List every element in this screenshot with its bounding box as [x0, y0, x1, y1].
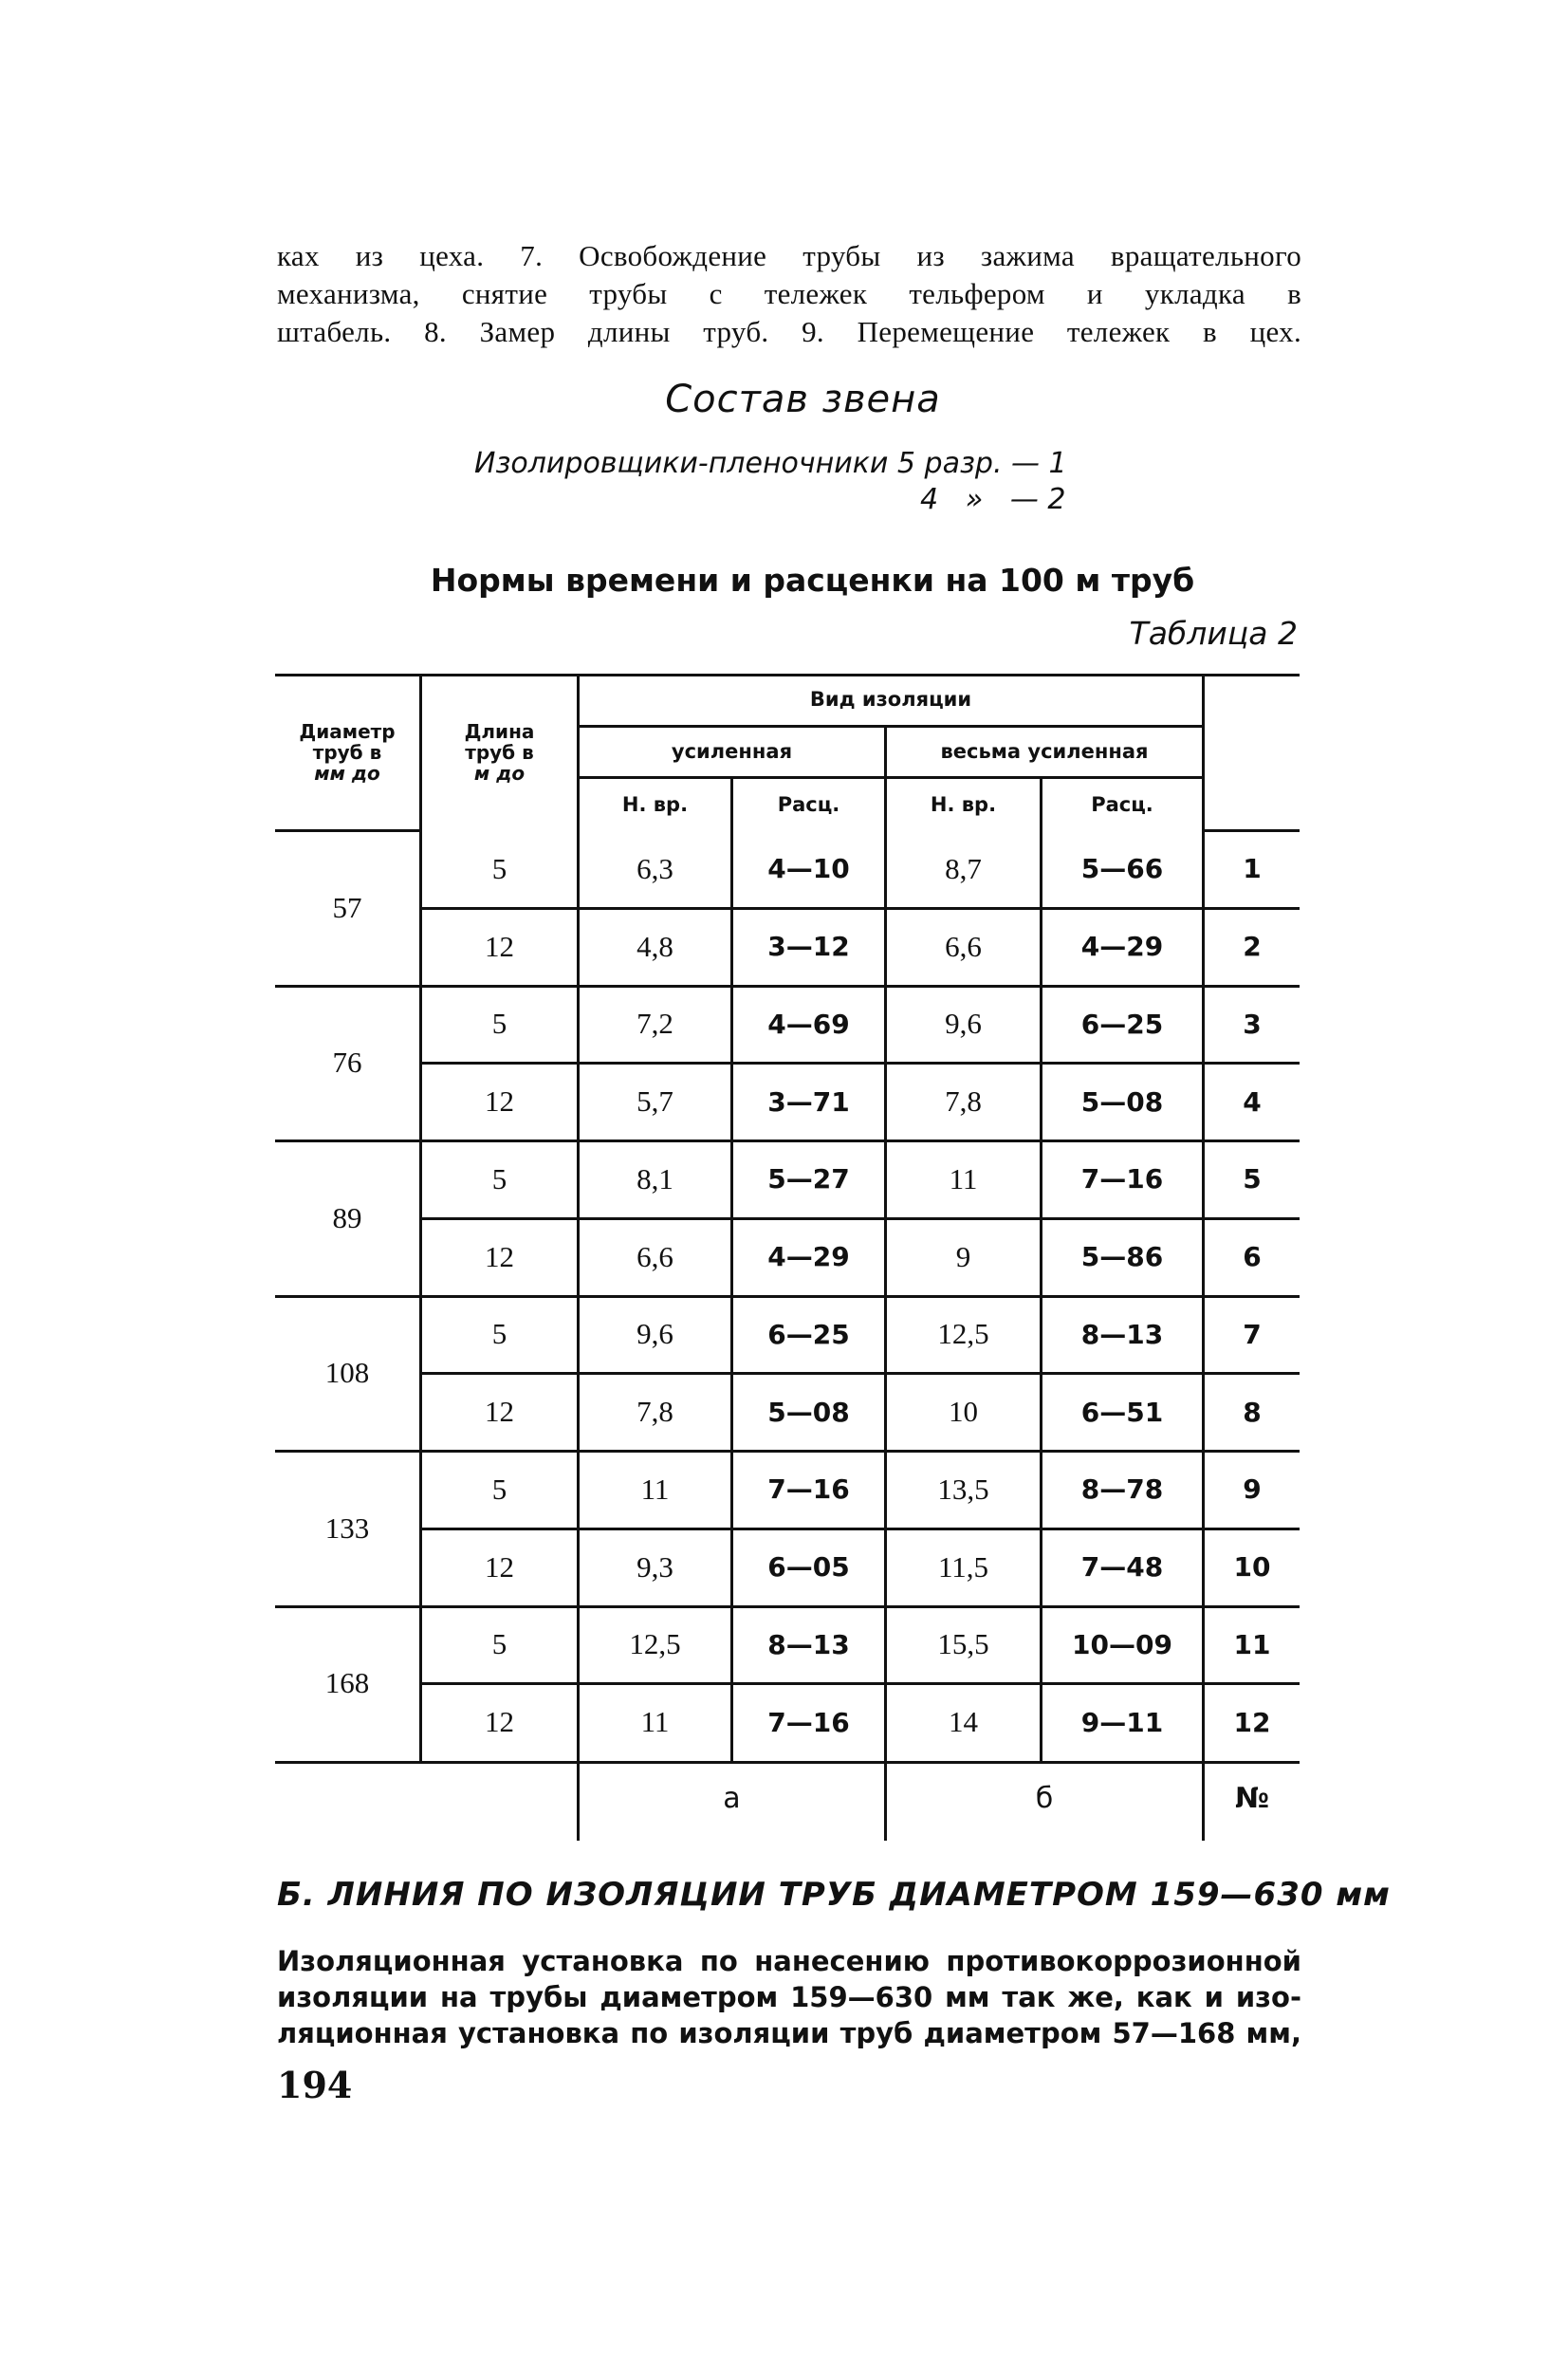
cell-a-rate: 3—12: [767, 931, 850, 963]
diameter-cell: 133: [324, 1510, 370, 1545]
cell-length: 5: [491, 1317, 507, 1351]
header-length: Длина труб в м до: [464, 719, 535, 785]
cell-length: 12: [485, 1549, 514, 1584]
cell-a-rate: 4—29: [767, 1241, 850, 1273]
cell-b-time: 6,6: [945, 929, 982, 963]
cell-a-time: 5,7: [636, 1084, 673, 1119]
intro-line: штабель. 8. Замер длины труб. 9. Перемещение тележек в цех.: [277, 315, 1301, 348]
cell-a-time: 6,3: [636, 851, 673, 885]
norms-title: Нормы времени и расценки на 100 м труб: [430, 562, 1195, 599]
cell-a-rate: 7—16: [767, 1473, 850, 1506]
cell-a-time: 7,8: [636, 1395, 673, 1429]
header-a-rate: Расц.: [777, 792, 840, 816]
cell-a-time: 8,1: [636, 1161, 673, 1195]
footer-column-a: а: [723, 1781, 741, 1815]
cell-no: 10: [1233, 1551, 1271, 1584]
cell-b-rate: 4—29: [1080, 931, 1164, 963]
cell-length: 12: [485, 1239, 514, 1273]
cell-b-rate: 6—25: [1080, 1008, 1164, 1040]
cell-b-time: 7,8: [945, 1084, 982, 1119]
section-b-line: Изоляционная установка по нанесению противокоррозионной: [277, 1945, 1301, 1977]
cell-a-time: 7,2: [636, 1007, 673, 1041]
cell-a-rate: 3—71: [767, 1085, 850, 1118]
cell-b-time: 10: [949, 1395, 978, 1429]
diameter-cell: 76: [332, 1046, 362, 1080]
cell-b-rate: 9—11: [1080, 1706, 1164, 1738]
table-label: Таблица 2: [1129, 615, 1298, 652]
cell-no: 6: [1243, 1241, 1262, 1273]
cell-b-time: 14: [949, 1705, 978, 1739]
cell-no: 4: [1243, 1085, 1262, 1118]
cell-b-rate: 6—51: [1080, 1396, 1164, 1428]
crew-row-grade-5: Изолировщики-пленочники 5 разр. — 1: [474, 447, 1067, 480]
cell-no: 3: [1243, 1008, 1262, 1040]
cell-b-time: 8,7: [945, 851, 982, 885]
header-b-norm-time: Н. вр.: [930, 792, 997, 816]
cell-b-time: 9,6: [945, 1007, 982, 1041]
cell-b-time: 9: [955, 1239, 971, 1273]
cell-a-rate: 5—27: [767, 1163, 850, 1195]
cell-length: 5: [491, 1007, 507, 1041]
cell-b-rate: 5—66: [1080, 853, 1164, 885]
header-diameter: Диаметр труб в мм до: [299, 719, 396, 785]
cell-b-time: 12,5: [937, 1317, 989, 1351]
intro-line: ках из цеха. 7. Освобождение трубы из зажима вращательного: [277, 239, 1301, 272]
cell-no: 9: [1243, 1473, 1262, 1506]
cell-a-time: 12,5: [629, 1627, 681, 1661]
cell-b-rate: 5—86: [1080, 1241, 1164, 1273]
norms-table: [275, 674, 1300, 1841]
cell-a-time: 9,3: [636, 1549, 673, 1584]
cell-length: 5: [491, 851, 507, 885]
cell-no: 11: [1233, 1628, 1271, 1660]
crew-title: Состав звена: [665, 378, 941, 421]
cell-a-time: 11: [640, 1705, 670, 1739]
section-b-paragraph: [277, 1943, 1301, 2051]
section-b-line: ляционная установка по изоляции труб диаметром 57—168 мм,: [277, 2017, 1301, 2049]
cell-a-rate: 4—10: [767, 853, 850, 885]
diameter-cell: 89: [332, 1200, 362, 1234]
cell-b-time: 11: [949, 1161, 978, 1195]
crew-row-grade-4: 4 » — 2: [920, 483, 1066, 516]
header-a-norm-time: Н. вр.: [621, 792, 689, 816]
cell-length: 12: [485, 1705, 514, 1739]
header-reinforced: усиленная: [671, 740, 793, 763]
diameter-cell: 57: [332, 890, 362, 924]
header-insulation-type: Вид изоляции: [809, 688, 972, 711]
cell-length: 5: [491, 1472, 507, 1506]
cell-a-time: 9,6: [636, 1317, 673, 1351]
cell-a-rate: 8—13: [767, 1628, 850, 1660]
cell-b-time: 15,5: [937, 1627, 989, 1661]
cell-length: 5: [491, 1627, 507, 1661]
cell-no: 7: [1243, 1318, 1262, 1350]
cell-b-time: 13,5: [937, 1472, 989, 1506]
cell-a-time: 4,8: [636, 929, 673, 963]
cell-length: 12: [485, 1084, 514, 1119]
cell-b-rate: 10—09: [1072, 1628, 1172, 1660]
cell-no: 1: [1243, 853, 1262, 885]
cell-a-rate: 6—05: [767, 1551, 850, 1584]
cell-b-rate: 7—48: [1080, 1551, 1164, 1584]
page-number: 194: [277, 2064, 353, 2106]
intro-line: механизма, снятие трубы с тележек тельфером и укладка в: [277, 277, 1301, 310]
cell-length: 5: [491, 1161, 507, 1195]
cell-a-rate: 5—08: [767, 1396, 850, 1428]
cell-a-time: 6,6: [636, 1239, 673, 1273]
cell-no: 5: [1243, 1163, 1262, 1195]
cell-length: 12: [485, 1395, 514, 1429]
cell-b-time: 11,5: [937, 1549, 989, 1584]
section-b-line: изоляции на трубы диаметром 159—630 мм так же, как и изо-: [277, 1981, 1301, 2013]
diameter-cell: 108: [324, 1356, 370, 1390]
cell-no: 12: [1233, 1706, 1271, 1738]
cell-a-rate: 6—25: [767, 1318, 850, 1350]
cell-length: 12: [485, 929, 514, 963]
cell-a-rate: 4—69: [767, 1008, 850, 1040]
diameter-cell: 168: [324, 1666, 370, 1700]
footer-column-b: б: [1035, 1781, 1054, 1815]
section-b-title: Б. ЛИНИЯ ПО ИЗОЛЯЦИИ ТРУБ ДИАМЕТРОМ 159—630 мм: [277, 1876, 1391, 1914]
cell-b-rate: 8—78: [1080, 1473, 1164, 1506]
cell-b-rate: 5—08: [1080, 1085, 1164, 1118]
cell-a-rate: 7—16: [767, 1706, 850, 1738]
header-b-rate: Расц.: [1091, 792, 1153, 816]
footer-column-no: №: [1234, 1781, 1270, 1815]
cell-a-time: 11: [640, 1472, 670, 1506]
cell-b-rate: 8—13: [1080, 1318, 1164, 1350]
cell-b-rate: 7—16: [1080, 1163, 1164, 1195]
cell-no: 2: [1243, 931, 1262, 963]
header-very-reinforced: весьма усиленная: [940, 740, 1149, 763]
intro-paragraph: [277, 237, 1301, 351]
crew-composition: [474, 446, 1067, 518]
cell-no: 8: [1243, 1396, 1262, 1428]
